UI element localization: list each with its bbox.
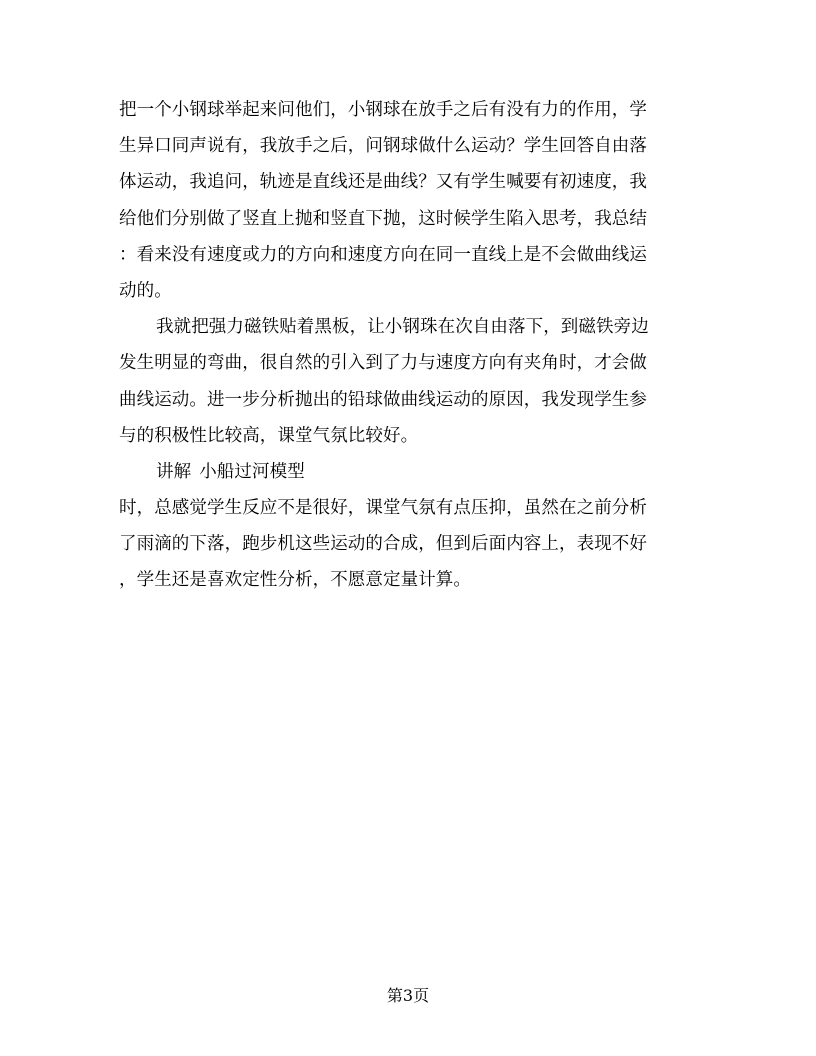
section-heading	[119, 454, 697, 490]
text-line: 发生明显的弯曲，很自然的引入到了力与速度方向有夹角时，才会做	[119, 353, 647, 374]
text-line: 生异口同声说有，我放手之后，问钢球做什么运动？学生回答自由落	[119, 136, 647, 157]
document-body	[119, 92, 697, 599]
heading-label: 讲解	[156, 461, 192, 482]
text-line: 与的积极性比较高，课堂气氛比较好。	[119, 425, 419, 446]
text-line: 时，总感觉学生反应不是很好，课堂气氛有点压抑，虽然在之前分析	[119, 498, 647, 519]
text-line: 动的。	[119, 280, 172, 301]
paragraph-3	[119, 454, 697, 599]
text-line: 我就把强力磁铁贴着黑板，让小钢珠在次自由落下，到磁铁旁边	[156, 317, 649, 338]
text-line: ：看来没有速度或力的方向和速度方向在同一直线上是不会做曲线运	[119, 244, 647, 265]
paragraph-2	[119, 309, 697, 454]
text-line: 了雨滴的下落，跑步机这些运动的合成，但到后面内容上，表现不好	[119, 534, 647, 555]
text-line: 曲线运动。进一步分析抛出的铅球做曲线运动的原因，我发现学生参	[119, 389, 647, 410]
text-line: 给他们分别做了竖直上抛和竖直下抛，这时候学生陷入思考，我总结	[119, 208, 647, 229]
text-line: ，学生还是喜欢定性分析，不愿意定量计算。	[119, 570, 471, 591]
paragraph-1	[119, 92, 697, 309]
text-line: 体运动，我追问，轨迹是直线还是曲线？又有学生喊要有初速度，我	[119, 172, 647, 193]
page-number: 第3页	[386, 986, 430, 1005]
heading-title: 小船过河模型	[199, 461, 305, 482]
text-line: 把一个小钢球举起来问他们，小钢球在放手之后有没有力的作用，学	[119, 100, 647, 120]
